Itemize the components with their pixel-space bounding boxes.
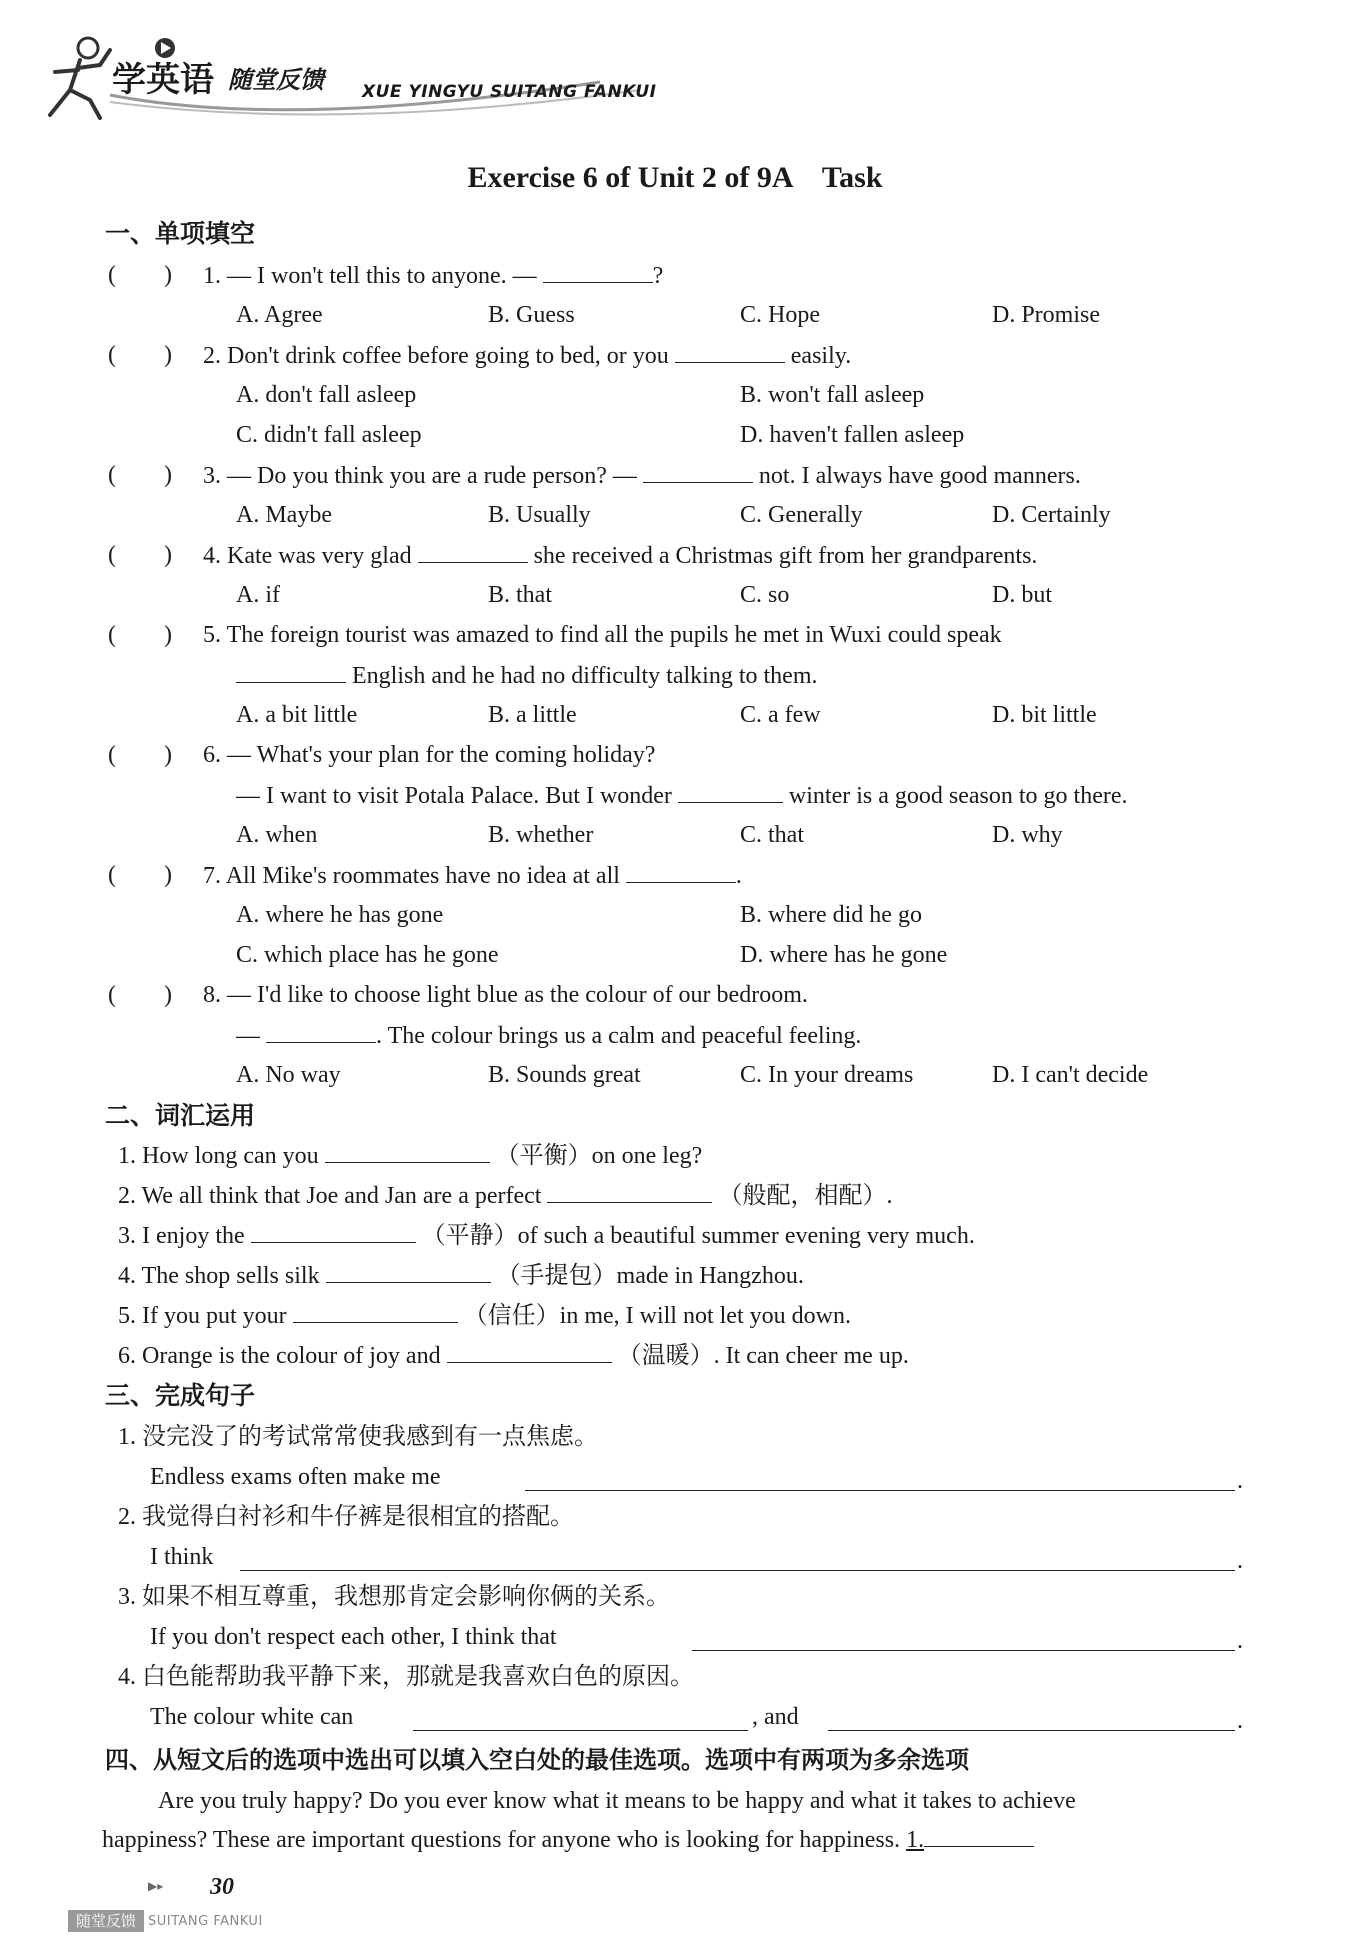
option[interactable]: B. where did he go xyxy=(740,902,922,928)
question-5-line2 xyxy=(236,660,817,691)
question-text: The foreign tourist was amazed to find all the pupils he met in Wuxi could speak xyxy=(226,622,1002,648)
question-text: — I want to visit Potala Palace. But I wonder xyxy=(236,783,672,809)
vocab-text: 3. I enjoy the xyxy=(118,1223,245,1249)
question-text-end: English and he had no difficulty talking to them. xyxy=(352,663,818,689)
option[interactable]: A. Maybe xyxy=(236,502,332,528)
answer-blank[interactable] xyxy=(924,1824,1034,1847)
answer-blank[interactable] xyxy=(643,460,753,483)
sentence-cn: 2. 我觉得白衬衫和牛仔裤是很相宜的搭配。 xyxy=(118,1504,574,1530)
answer-blank[interactable] xyxy=(236,660,346,683)
option[interactable]: D. but xyxy=(992,582,1052,608)
question-number: 8. xyxy=(203,982,221,1008)
logo-main: 学英语 xyxy=(112,60,214,100)
vocab-text: 6. Orange is the colour of joy and xyxy=(118,1343,441,1369)
sentence-cn: 4. 白色能帮助我平静下来，那就是我喜欢白色的原因。 xyxy=(118,1664,694,1690)
question-number: 7. xyxy=(203,863,221,889)
logo-sub: XUE YINGYU SUITANG FANKUI xyxy=(362,82,657,102)
option[interactable]: D. Certainly xyxy=(992,502,1111,528)
answer-blank[interactable] xyxy=(543,260,653,283)
answer-blank[interactable] xyxy=(692,1626,1235,1651)
logo-script: 随堂反馈 xyxy=(228,65,324,94)
option[interactable]: C. didn't fall asleep xyxy=(236,422,422,448)
sentence-en xyxy=(150,1542,213,1572)
question-text: — Do you think you are a rude person? — xyxy=(227,463,637,489)
question-number: 1. xyxy=(203,263,221,289)
answer-blank[interactable] xyxy=(325,1140,490,1163)
answer-paren[interactable]: ( ) xyxy=(108,742,172,768)
answer-blank[interactable] xyxy=(326,1260,491,1283)
question-text-end: not. I always have good manners. xyxy=(758,463,1081,489)
question-number: 6. xyxy=(203,742,221,768)
answer-paren[interactable]: ( ) xyxy=(108,262,172,288)
answer-paren[interactable]: ( ) xyxy=(108,542,172,568)
option[interactable]: C. Hope xyxy=(740,302,820,328)
sentence-start: If you don't respect each other, I think that xyxy=(150,1624,557,1650)
question-text-end: easily. xyxy=(790,343,852,369)
answer-paren[interactable]: ( ) xyxy=(108,982,172,1008)
blank-number: 1. xyxy=(906,1827,925,1853)
answer-blank[interactable] xyxy=(828,1706,1235,1731)
period: . xyxy=(1237,1548,1243,1574)
section4-heading: 四、从短文后的选项中选出可以填入空白处的最佳选项。选项中有两项为多余选项 xyxy=(105,1746,969,1774)
question-text-end: she received a Christmas gift from her grandparents. xyxy=(533,543,1038,569)
period: . xyxy=(1237,1708,1243,1734)
passage-line: Are you truly happy? Do you ever know what it means to be happy and what it takes to achieve xyxy=(158,1788,1076,1814)
option[interactable]: A. if xyxy=(236,582,280,608)
vocab-hint: （温暖）. It can cheer me up. xyxy=(617,1343,909,1369)
question-text-end: winter is a good season to go there. xyxy=(788,783,1128,809)
option[interactable]: C. so xyxy=(740,582,790,608)
question-text: All Mike's roommates have no idea at all xyxy=(225,863,620,889)
option[interactable]: D. Promise xyxy=(992,302,1100,328)
option[interactable]: C. that xyxy=(740,822,804,848)
answer-blank[interactable] xyxy=(418,540,528,563)
sentence-mid: , and xyxy=(752,1704,799,1730)
section2-heading: 二、词汇运用 xyxy=(105,1101,256,1130)
question-text: — What's your plan for the coming holiday? xyxy=(227,742,656,768)
option[interactable]: B. a little xyxy=(488,702,577,728)
option[interactable]: C. which place has he gone xyxy=(236,942,499,968)
question-number: 3. xyxy=(203,463,221,489)
arrow-icon: ▶▸ xyxy=(148,1879,164,1893)
question-8 xyxy=(203,980,808,1010)
vocab-text: 4. The shop sells silk xyxy=(118,1263,320,1289)
sentence-cn: 1. 没完没了的考试常常使我感到有一点焦虑。 xyxy=(118,1424,598,1450)
option[interactable]: A. where he has gone xyxy=(236,902,444,928)
answer-paren[interactable]: ( ) xyxy=(108,462,172,488)
question-number: 5. xyxy=(203,622,221,648)
vocab-text: 2. We all think that Joe and Jan are a perfect xyxy=(118,1183,542,1209)
option[interactable]: A. Agree xyxy=(236,302,323,328)
question-text-end: ? xyxy=(652,263,664,289)
question-8-line2 xyxy=(236,1020,861,1051)
question-6 xyxy=(203,740,655,770)
answer-blank[interactable] xyxy=(525,1466,1235,1491)
question-2 xyxy=(203,340,851,371)
option[interactable]: D. bit little xyxy=(992,702,1097,728)
question-3 xyxy=(203,460,1081,491)
page-title: Exercise 6 of Unit 2 of 9A Task xyxy=(467,161,883,194)
vocab-item-4 xyxy=(118,1260,804,1291)
section3-heading: 三、完成句子 xyxy=(105,1381,256,1410)
question-number: 4. xyxy=(203,543,221,569)
answer-paren[interactable]: ( ) xyxy=(108,342,172,368)
option[interactable]: A. a bit little xyxy=(236,702,358,728)
option[interactable]: D. I can't decide xyxy=(992,1062,1149,1088)
question-5 xyxy=(203,620,1002,650)
period: . xyxy=(1237,1468,1243,1494)
answer-blank[interactable] xyxy=(240,1546,1235,1571)
sentence-en xyxy=(150,1462,441,1492)
vocab-text: 1. How long can you xyxy=(118,1143,319,1169)
option[interactable]: B. Usually xyxy=(488,502,591,528)
question-text: — xyxy=(236,1023,260,1049)
option[interactable]: B. whether xyxy=(488,822,594,848)
vocab-item-2 xyxy=(118,1180,892,1211)
sentence-start: Endless exams often make me xyxy=(150,1464,441,1490)
vocab-hint: （般配，相配）. xyxy=(718,1183,893,1209)
option[interactable]: A. No way xyxy=(236,1062,341,1088)
vocab-item-6 xyxy=(118,1340,909,1371)
sentence-en xyxy=(150,1702,353,1732)
answer-paren[interactable]: ( ) xyxy=(108,862,172,888)
option[interactable]: D. haven't fallen asleep xyxy=(740,422,965,448)
answer-blank[interactable] xyxy=(626,860,736,883)
question-text: — I'd like to choose light blue as the colour of our bedroom. xyxy=(227,982,808,1008)
answer-blank[interactable] xyxy=(678,780,783,803)
question-text: Don't drink coffee before going to bed, or you xyxy=(227,343,669,369)
option[interactable]: D. where has he gone xyxy=(740,942,948,968)
answer-blank[interactable] xyxy=(251,1220,416,1243)
vocab-item-3 xyxy=(118,1220,975,1251)
sentence-start: I think xyxy=(150,1544,214,1570)
answer-blank[interactable] xyxy=(413,1706,748,1731)
vocab-item-5 xyxy=(118,1300,851,1331)
answer-blank[interactable] xyxy=(447,1340,612,1363)
option[interactable]: B. that xyxy=(488,582,552,608)
vocab-hint: （平静）of such a beautiful summer evening very much. xyxy=(421,1223,975,1249)
section1-heading: 一、单项填空 xyxy=(105,219,256,248)
answer-blank[interactable] xyxy=(547,1180,712,1203)
period: . xyxy=(1237,1628,1243,1654)
page-number: 30 xyxy=(210,1874,234,1900)
question-7 xyxy=(203,860,742,891)
footer-tag-sub: SUITANG FANKUI xyxy=(148,1914,263,1929)
option[interactable]: D. why xyxy=(992,822,1063,848)
question-text: — I won't tell this to anyone. — xyxy=(227,263,537,289)
passage-text: happiness? These are important questions for anyone who is looking for happiness. xyxy=(102,1827,901,1853)
answer-paren[interactable]: ( ) xyxy=(108,622,172,648)
option[interactable]: B. Sounds great xyxy=(488,1062,641,1088)
option[interactable]: B. won't fall asleep xyxy=(740,382,925,408)
vocab-hint: （平衡）on one leg? xyxy=(495,1143,703,1169)
option[interactable]: A. don't fall asleep xyxy=(236,382,417,408)
question-1 xyxy=(203,260,663,291)
option[interactable]: C. In your dreams xyxy=(740,1062,914,1088)
vocab-text: 5. If you put your xyxy=(118,1303,287,1329)
question-text: Kate was very glad xyxy=(227,543,412,569)
answer-blank[interactable] xyxy=(266,1020,376,1043)
answer-blank[interactable] xyxy=(675,340,785,363)
sentence-start: The colour white can xyxy=(150,1704,354,1730)
option[interactable]: C. Generally xyxy=(740,502,863,528)
question-text-end: . xyxy=(735,863,742,889)
vocab-hint: （信任）in me, I will not let you down. xyxy=(463,1303,851,1329)
vocab-hint: （手提包）made in Hangzhou. xyxy=(496,1263,804,1289)
sentence-en xyxy=(150,1622,557,1652)
passage-line xyxy=(102,1824,1034,1855)
sentence-cn: 3. 如果不相互尊重，我想那肯定会影响你俩的关系。 xyxy=(118,1584,670,1610)
footer-tag: 随堂反馈 xyxy=(68,1910,144,1932)
question-text-end: . The colour brings us a calm and peaceful feeling. xyxy=(376,1023,862,1049)
answer-blank[interactable] xyxy=(293,1300,458,1323)
option[interactable]: C. a few xyxy=(740,702,821,728)
question-number: 2. xyxy=(203,343,221,369)
question-4 xyxy=(203,540,1037,571)
question-6-line2 xyxy=(236,780,1128,811)
option[interactable]: B. Guess xyxy=(488,302,575,328)
header-logo xyxy=(40,20,660,120)
vocab-item-1 xyxy=(118,1140,702,1171)
option[interactable]: A. when xyxy=(236,822,318,848)
